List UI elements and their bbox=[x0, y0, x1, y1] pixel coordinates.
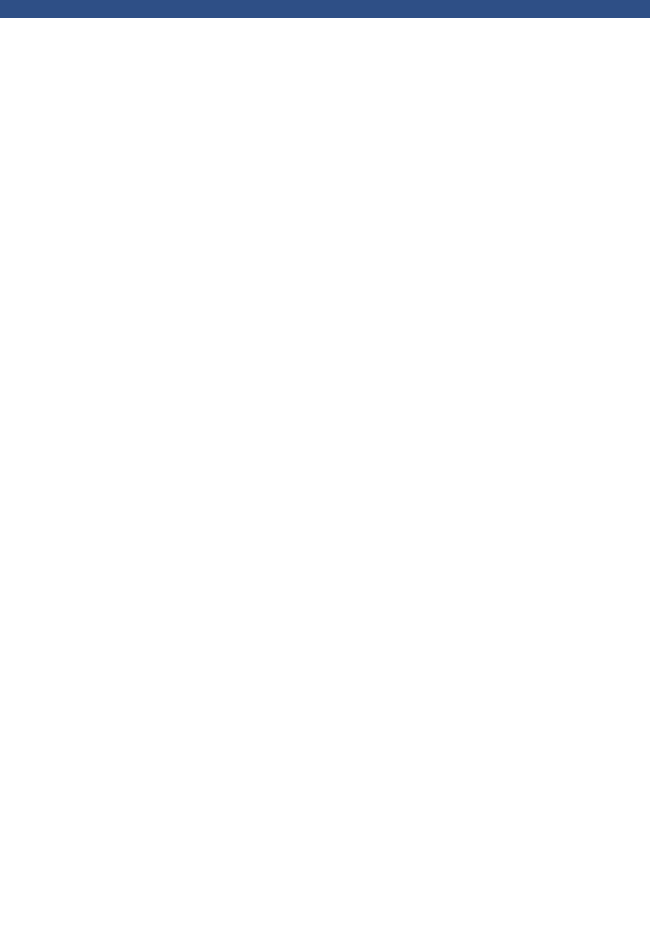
sheet-title bbox=[0, 0, 650, 18]
